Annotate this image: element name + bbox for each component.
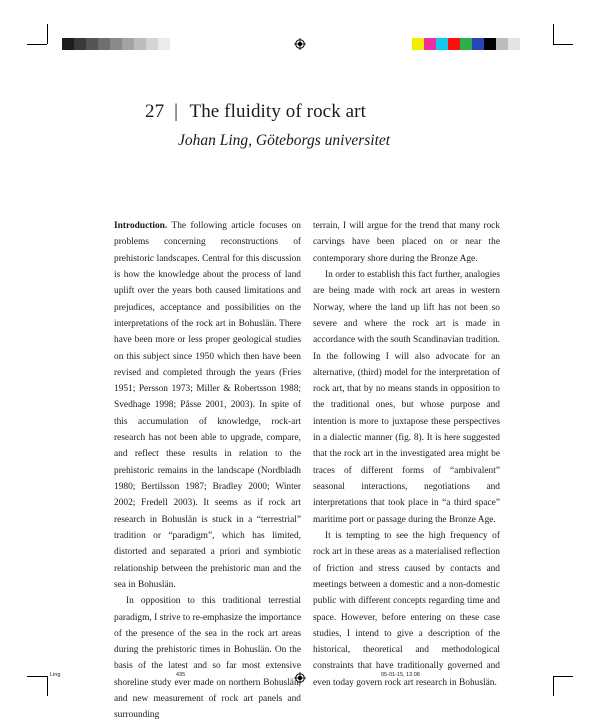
crop-mark (553, 24, 554, 44)
author-line: Johan Ling, Göteborgs universitet (178, 132, 391, 149)
crop-mark (27, 676, 47, 677)
paragraph: It is tempting to see the high frequency of rock art in these areas as a materialised reflection of friction and stress caused by contacts and meetings between a domestic and a non-domestic public with different concepts regarding time and space. However, before entering on these case studies, I intend to give a description of the historical, theoretical and methodological constraints that have traditionally governed and even today govern rock art research in Bohuslän. (313, 530, 500, 688)
color-calibration-bar (412, 38, 520, 50)
calibration-swatch (158, 38, 170, 50)
slug-filename: Ling (50, 672, 61, 678)
grayscale-calibration-bar (62, 38, 170, 50)
chapter-number: 27 (145, 101, 165, 122)
registration-mark-icon (294, 38, 306, 50)
calibration-swatch (146, 38, 158, 50)
calibration-swatch (86, 38, 98, 50)
text-column-right (313, 218, 500, 691)
calibration-swatch (134, 38, 146, 50)
crop-mark (553, 676, 573, 677)
calibration-swatch (436, 38, 448, 50)
crop-mark (27, 44, 47, 45)
calibration-swatch (110, 38, 122, 50)
calibration-swatch (448, 38, 460, 50)
crop-mark (47, 676, 48, 696)
section-lead: Introduction. (114, 221, 168, 231)
calibration-swatch (74, 38, 86, 50)
calibration-swatch (98, 38, 110, 50)
calibration-swatch (412, 38, 424, 50)
chapter-separator: | (174, 101, 178, 122)
paragraph: In opposition to this traditional terrestial paradigm, I strive to re-emphasize the importance of the presence of the sea in the rock art areas during the prehistoric times in Bohuslän. On the basis of the latest and so far most extensive shoreline study ever made on northern Bohuslän, and new measurement of rock art panels and surrounding (114, 596, 301, 721)
paragraph: In order to establish this fact further, analogies are being made with rock art areas in western Norway, where the land up lift has not been so severe and where the rock art is made in accordance with the south Scandinavian tradition. In the following I will also advocate for an alternative, (third) model for the interpretation of rock art, that by no means stands in opposition to the traditional ones, but whose purpose and intention is more to juxtapose these perspectives in a dialectic manner (fig. 8). It is here suggested that the rock art in the investigated area might be traces of different forms of “ambivalent” seasonal interactions, negotiations and interpretations that took place in “a third space” maritime port or passage during the Bronze Age. (313, 269, 500, 525)
crop-mark (553, 44, 573, 45)
chapter-heading (145, 101, 366, 123)
paragraph: terrain, I will argue for the trend that many rock carvings have been placed on or near the contemporary shore during the Bronze Age. (313, 221, 500, 264)
chapter-title: The fluidity of rock art (189, 101, 366, 122)
calibration-swatch (62, 38, 74, 50)
calibration-swatch (472, 38, 484, 50)
slug-timestamp: 05-01-15, 13.08 (381, 672, 420, 678)
paragraph-text: The following article focuses on problems concerning reconstructions of prehistoric landscapes. Central for this discussion is how the knowledge about the process of land uplift over the years both caused limitations and prejudices, acceptance and possibilities on the interpretations of the rock art in Bohuslän. There have been more or less proper geological studies on this subject since 1950 which then have been revised and completed through the years (Fries 1951; Persson 1973; Miller & Robertsson 1988; Svedhage 1998; Påsse 2001, 2003). In spite of this accumulation of knowledge, rock-art research has not been able to upgrade, compare, and reflect these results in relation to the prehistoric remains in the landscape (Nordbladh 1980; Bertilsson 1987; Bradley 2000; Winter 2002; Fredell 2003). It seems as if rock art research in Bohuslän is stuck in a “terrestrial” tradition or “paradigm”, which has limited, distorted and separated a priori and symbiotic relationship between the prehistoric man and the sea in Bohuslän. (114, 221, 301, 590)
paragraph (114, 218, 301, 593)
text-column-left (114, 218, 301, 724)
slug-page-number: 435 (176, 672, 186, 678)
crop-mark (47, 24, 48, 44)
calibration-swatch (122, 38, 134, 50)
calibration-swatch (496, 38, 508, 50)
calibration-swatch (424, 38, 436, 50)
calibration-swatch (508, 38, 520, 50)
calibration-swatch (484, 38, 496, 50)
crop-mark (553, 676, 554, 696)
calibration-swatch (460, 38, 472, 50)
